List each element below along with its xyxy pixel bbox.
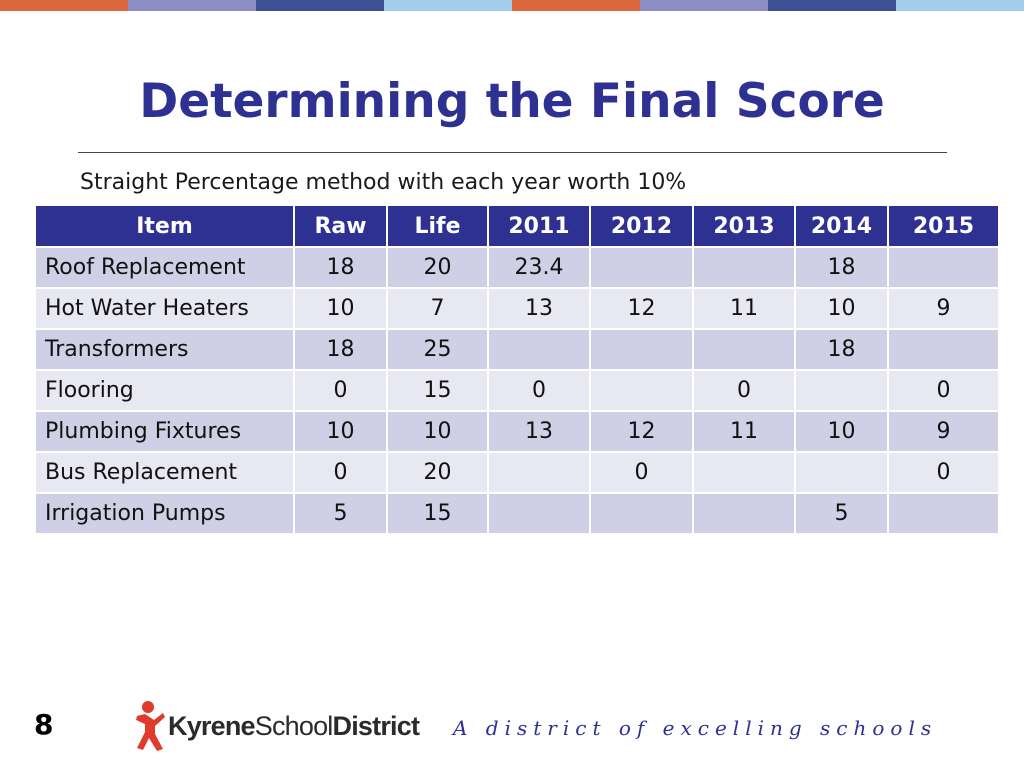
item-name-cell: Transformers — [35, 329, 294, 370]
logo-part-district: District — [332, 710, 420, 741]
item-name-cell: Flooring — [35, 370, 294, 411]
district-logo — [134, 700, 419, 752]
top-bar-segment — [256, 0, 384, 11]
value-cell: 10 — [387, 411, 488, 452]
value-cell: 10 — [294, 411, 387, 452]
value-cell — [590, 247, 693, 288]
value-cell: 18 — [294, 247, 387, 288]
table-row — [35, 493, 999, 534]
tagline: A district of excelling schools — [453, 716, 938, 740]
value-cell: 0 — [888, 370, 999, 411]
table-row — [35, 288, 999, 329]
kyrene-figure-icon — [134, 700, 166, 752]
value-cell: 25 — [387, 329, 488, 370]
top-bar-segment — [768, 0, 896, 11]
value-cell: 18 — [795, 247, 888, 288]
value-cell — [590, 329, 693, 370]
value-cell: 7 — [387, 288, 488, 329]
table-header-row — [35, 205, 999, 247]
value-cell: 0 — [294, 370, 387, 411]
item-name-cell: Hot Water Heaters — [35, 288, 294, 329]
table-row — [35, 411, 999, 452]
table-row — [35, 247, 999, 288]
column-header: Item — [35, 205, 294, 247]
top-bar-segment — [128, 0, 256, 11]
column-header: 2015 — [888, 205, 999, 247]
value-cell: 0 — [693, 370, 795, 411]
logo-part-kyrene: Kyrene — [168, 710, 255, 741]
value-cell: 11 — [693, 288, 795, 329]
value-cell: 0 — [488, 370, 590, 411]
top-bar-segment — [0, 0, 128, 11]
item-name-cell: Irrigation Pumps — [35, 493, 294, 534]
top-bar-segment — [640, 0, 768, 11]
value-cell: 9 — [888, 288, 999, 329]
table-row — [35, 370, 999, 411]
value-cell: 18 — [795, 329, 888, 370]
value-cell — [888, 493, 999, 534]
table-row — [35, 452, 999, 493]
value-cell: 10 — [294, 288, 387, 329]
column-header: Life — [387, 205, 488, 247]
value-cell: 23.4 — [488, 247, 590, 288]
column-header: 2011 — [488, 205, 590, 247]
value-cell — [888, 329, 999, 370]
column-header: Raw — [294, 205, 387, 247]
item-name-cell: Roof Replacement — [35, 247, 294, 288]
value-cell — [795, 370, 888, 411]
value-cell — [888, 247, 999, 288]
table-row — [35, 329, 999, 370]
value-cell — [693, 329, 795, 370]
value-cell: 0 — [294, 452, 387, 493]
value-cell — [488, 493, 590, 534]
value-cell: 5 — [795, 493, 888, 534]
slide-title: Determining the Final Score — [139, 74, 885, 129]
top-bar-segment — [896, 0, 1024, 11]
top-color-bar — [0, 0, 1024, 11]
item-name-cell: Bus Replacement — [35, 452, 294, 493]
value-cell — [693, 452, 795, 493]
value-cell: 10 — [795, 288, 888, 329]
column-header: 2013 — [693, 205, 795, 247]
value-cell: 13 — [488, 411, 590, 452]
value-cell: 15 — [387, 493, 488, 534]
value-cell: 5 — [294, 493, 387, 534]
item-name-cell: Plumbing Fixtures — [35, 411, 294, 452]
value-cell: 20 — [387, 452, 488, 493]
column-header: 2012 — [590, 205, 693, 247]
value-cell: 13 — [488, 288, 590, 329]
value-cell — [693, 247, 795, 288]
score-table — [34, 204, 1000, 535]
logo-wordmark — [168, 711, 419, 742]
value-cell: 10 — [795, 411, 888, 452]
value-cell: 0 — [888, 452, 999, 493]
value-cell: 12 — [590, 288, 693, 329]
table-body — [35, 247, 999, 534]
value-cell — [590, 370, 693, 411]
value-cell: 15 — [387, 370, 488, 411]
value-cell — [795, 452, 888, 493]
slide-subtitle: Straight Percentage method with each year worth 10% — [80, 170, 687, 195]
value-cell — [488, 329, 590, 370]
top-bar-segment — [384, 0, 512, 11]
value-cell: 18 — [294, 329, 387, 370]
value-cell: 12 — [590, 411, 693, 452]
value-cell: 9 — [888, 411, 999, 452]
value-cell — [693, 493, 795, 534]
value-cell — [488, 452, 590, 493]
page-number: 8 — [34, 708, 54, 741]
top-bar-segment — [512, 0, 640, 11]
title-divider — [78, 152, 947, 153]
value-cell: 20 — [387, 247, 488, 288]
value-cell: 0 — [590, 452, 693, 493]
logo-part-school: School — [254, 710, 333, 741]
column-header: 2014 — [795, 205, 888, 247]
value-cell: 11 — [693, 411, 795, 452]
value-cell — [590, 493, 693, 534]
